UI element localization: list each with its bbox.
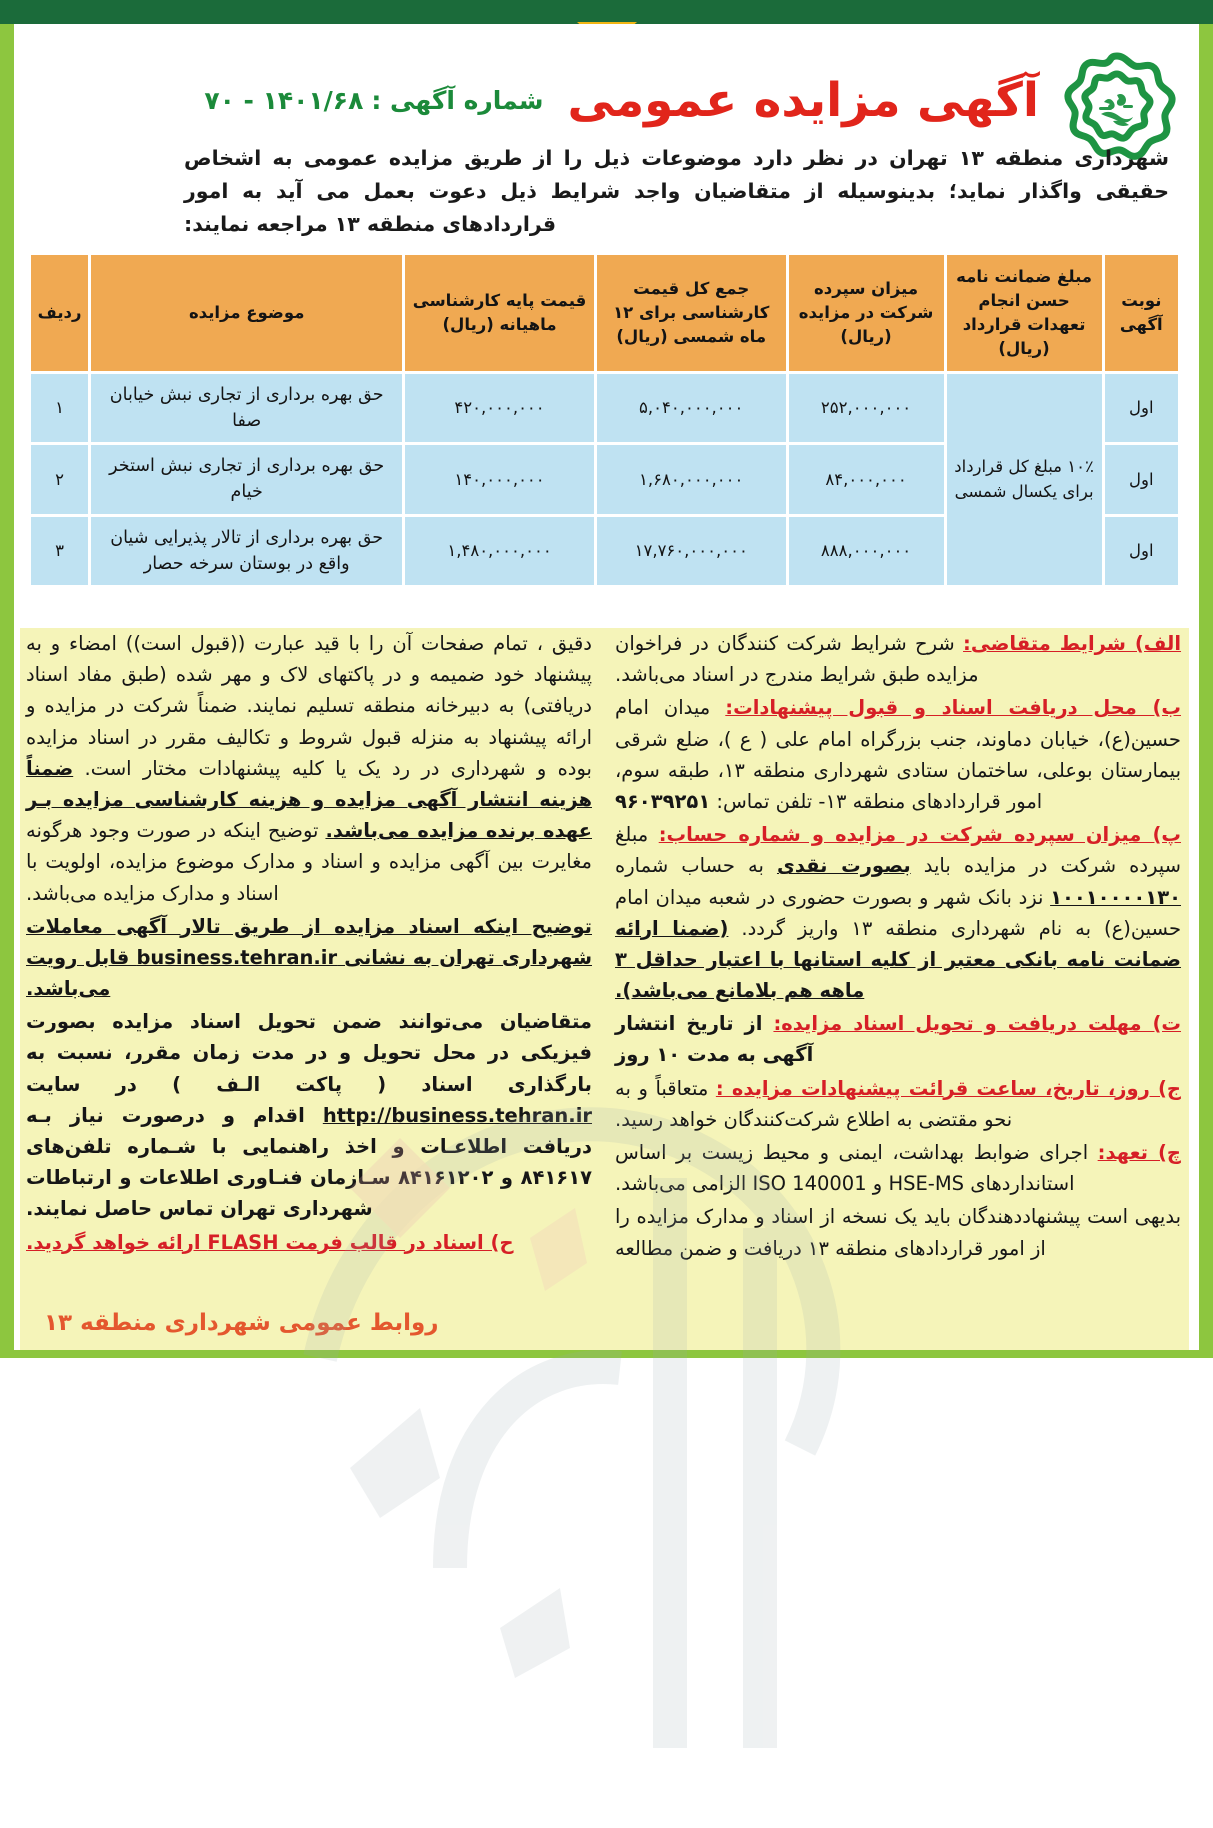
cell-subject: حق بهره برداری از تجاری نبش استخر خیام [91,445,402,514]
section-t [615,1008,1181,1070]
section-p-text-2: به حساب شماره [615,854,777,878]
section-j [615,1073,1181,1135]
cell-nobat: اول [1105,517,1178,586]
cell-nobat: اول [1105,445,1178,514]
section-p [615,819,1181,1006]
header [14,24,1199,237]
section-b-label: ب) محل دریافت اسناد و قبول پیشنهادات: [725,696,1181,720]
left-bold-1: ضمناً هزینه انتشار آگهی مزایده و هزینه کارشناسی مزایده بـر عهده برنده مزایده می‌باشد. [26,756,592,843]
cell-subject: حق بهره برداری از تالار پذیرایی شیان واقع در بوستان سرخه حصار [91,517,402,586]
phone-separator: و [493,1166,521,1190]
section-ch-label: چ) تعهد: [1097,1141,1181,1164]
section-a-label: الف) شرایط متقاضی: [963,632,1182,655]
th-nobat: نوبت آگهی [1105,255,1178,371]
section-b [615,692,1181,817]
section-h [26,1227,592,1258]
right-tail-paragraph: بدیهی است پیشنهاددهندگان باید یک نسخه از اسناد و مدارک مزایده را از امور قراردادهای منطقه ۱۳ دریافت و ضمن مطالعه [615,1205,1181,1260]
signature: روابط عمومی شهرداری منطقه ۱۳ [44,1310,439,1336]
cell-base: ۱,۴۸۰,۰۰۰,۰۰۰ [405,517,594,586]
section-a [615,628,1181,690]
left-bold-2: توضیح اینکه اسناد مزایده از طریق تالار آگهی معاملات شهرداری تهران به نشانی business.tehran.ir قابل رویت می‌باشد. [26,914,592,1001]
section-ch [615,1137,1181,1199]
cell-radif: ۱ [31,374,88,443]
bottom-border [0,1350,1213,1358]
left-paragraph-3 [26,1006,592,1224]
left-bold-3a: متقاضیان می‌توانند ضمن تحویل اسناد مزایده بصورت فیزیکی در محل تحویل و در مدت زمان مقرر، نسبت به بارگذاری اسناد ( پاکت الـف ) در سایت [26,1010,592,1096]
section-p-text-3: نزد بانک شهر و بصورت حضوری در شعبه میدان امام حسین(ع) به نام شهرداری منطقه ۱۳ واریز گردد. [615,885,1181,940]
section-t-label: ت) مهلت دریافت و تحویل اسناد مزایده: [773,1012,1181,1036]
th-radif: ردیف [31,255,88,371]
announcement-number-value: ۱۴۰۱/۶۸ - ۷۰ [204,85,364,115]
cell-radif: ۳ [31,517,88,586]
section-b-text: میدان امام حسین(ع)، خیابان دماوند، جنب بزرگراه امام علی ( ع )، ضلع شرقی بیمارستان بوعلی، ساختمان ستادی شهرداری منطقه ۱۳، طبقه سوم، امور قراردادهای منطقه ۱۳- تلفن تماس: [615,696,1181,813]
cell-nobat: اول [1105,374,1178,443]
right-border [1199,24,1213,1358]
section-p-text-1: مبلغ سپرده شرکت در مزایده باید [615,823,1181,878]
section-t-text: از تاریخ انتشار آگهی به مدت ۱۰ روز [615,1012,814,1067]
th-deposit: میزان سپرده شرکت در مزایده (ریال) [789,255,944,371]
cell-total: ۱۷,۷۶۰,۰۰۰,۰۰۰ [597,517,786,586]
left-bold-3b: اقدام و درصورت نیاز بـه دریافت اطلاعـات و اخذ راهنمایی با شـماره تلفن‌های [26,1103,592,1158]
standard-hse-ms: HSE-MS [888,1172,965,1196]
cell-guarantee: ۱۰٪ مبلغ کل قرارداد برای یکسال شمسی [947,374,1102,586]
cell-deposit: ۸۴,۰۰۰,۰۰۰ [789,445,944,514]
section-p-note: (ضمنا ارائه ضمانت نامه بانکی معتبر از کلیه استانها با اعتبار حداقل ۳ ماهه هم بلامانع می‌باشد). [615,916,1181,1003]
bid-table [28,252,1181,588]
page-title: آگهی مزایده عمومی [567,72,1039,128]
cell-deposit: ۲۵۲,۰۰۰,۰۰۰ [789,374,944,443]
th-guarantee: مبلغ ضمانت نامه حسن انجام تعهدات قرارداد (ریال) [947,255,1102,371]
section-h-label: ح) اسناد در قالب فرمت FLASH ارائه خواهد گردید. [26,1230,514,1254]
top-border [0,0,1213,24]
left-paragraph-2 [26,911,592,1005]
section-ch-text-3: الزامی می‌باشد. [615,1172,753,1196]
section-b-phone: ۹۶۰۳۹۲۵۱ [615,789,711,813]
right-text-column [615,628,1181,1350]
section-j-label: ج) روز، تاریخ، ساعت قرائت پیشنهادات مزایده : [715,1076,1181,1100]
standard-iso-140001: ISO 140001 [752,1172,867,1196]
cell-total: ۵,۰۴۰,۰۰۰,۰۰۰ [597,374,786,443]
cell-base: ۱۴۰,۰۰۰,۰۰۰ [405,445,594,514]
cell-deposit: ۸۸۸,۰۰۰,۰۰۰ [789,517,944,586]
section-p-account-number: ۱۰۰۱۰۰۰۰۱۳۰ [1050,885,1181,909]
left-text-1: دقیق ، تمام صفحات آن را با قید عبارت ((قبول است)) امضاء و به پیشنهاد خود ضمیمه و در پاکتهای لاک و مهر شده (طبق مفاد اسناد دریافتی) به دبیرخانه منطقه تسلیم نمایند. ضمناً شرکت در مزایده و ارائه پیشنهاد به منزله قبول شروط و تکالیف مقرر در اسناد مزایده بوده و شهرداری در رد یک یا کلیه پیشنهادات مختار است. [26,632,592,780]
table-header-row [31,255,1178,371]
cell-total: ۱,۶۸۰,۰۰۰,۰۰۰ [597,445,786,514]
cell-radif: ۲ [31,445,88,514]
section-p-label: پ) میزان سپرده شرکت در مزایده و شماره حساب: [658,823,1181,847]
phone-1: ۸۴۱۶۱۷ [520,1166,593,1190]
table-row [31,374,1178,443]
section-a-text: شرح شرایط شرکت کنندگان در فراخوان مزایده طبق شرایط مندرج در اسناد می‌باشد. [615,632,979,687]
left-text-2: توضیح اینکه در صورت وجود هرگونه مغایرت بین آگهی مزایده و اسناد و مدارک موضوع مزایده، اولویت با اسناد و مدارک مزایده می‌باشد. [26,819,592,905]
section-p-cash: بصورت نقدی [776,854,911,878]
cell-subject: حق بهره برداری از تجاری نبش خیابان صفا [91,374,402,443]
cell-base: ۴۲۰,۰۰۰,۰۰۰ [405,374,594,443]
section-j-text: متعاقباً و به نحو مقتضی به اطلاع شرکت‌کنندگان خواهد رسید. [615,1076,1013,1131]
th-base: قیمت پایه کارشناسی ماهیانه (ریال) [405,255,594,371]
left-bold-3c: سـازمان فنـاوری اطلاعات و ارتباطات شهرداری تهران تماس حاصل نمایند. [26,1166,399,1221]
left-border [0,24,14,1358]
section-ch-text-2: و [866,1172,889,1196]
announcement-number-label: شماره آگهی : [371,85,544,115]
th-subject: موضوع مزایده [91,255,402,371]
body-columns [20,628,1189,1350]
left-paragraph-1 [26,628,592,909]
title-row [44,64,1039,136]
phone-2: ۸۴۱۶۱۲۰۲ [398,1166,494,1190]
intro-paragraph: شهرداری منطقه ۱۳ تهران در نظر دارد موضوعات ذیل را از طریق مزایده عمومی به اشخاص حقیقی واگذار نماید؛ بدینوسیله از متقاضیان واجد شرایط ذیل دعوت بعمل می آید به امور قراردادهای منطقه ۱۳ مراجعه نمایند: [184,146,1169,237]
bid-table-wrapper [28,252,1181,588]
left-text-column [26,628,592,1350]
business-portal-url[interactable]: http://business.tehran.ir [322,1103,592,1127]
th-total: جمع کل قیمت کارشناسی برای ۱۲ ماه شمسی (ریال) [597,255,786,371]
section-ch-text-1: اجرای ضوابط بهداشت، ایمنی و محیط زیست بر اساس استانداردهای [615,1141,1098,1196]
